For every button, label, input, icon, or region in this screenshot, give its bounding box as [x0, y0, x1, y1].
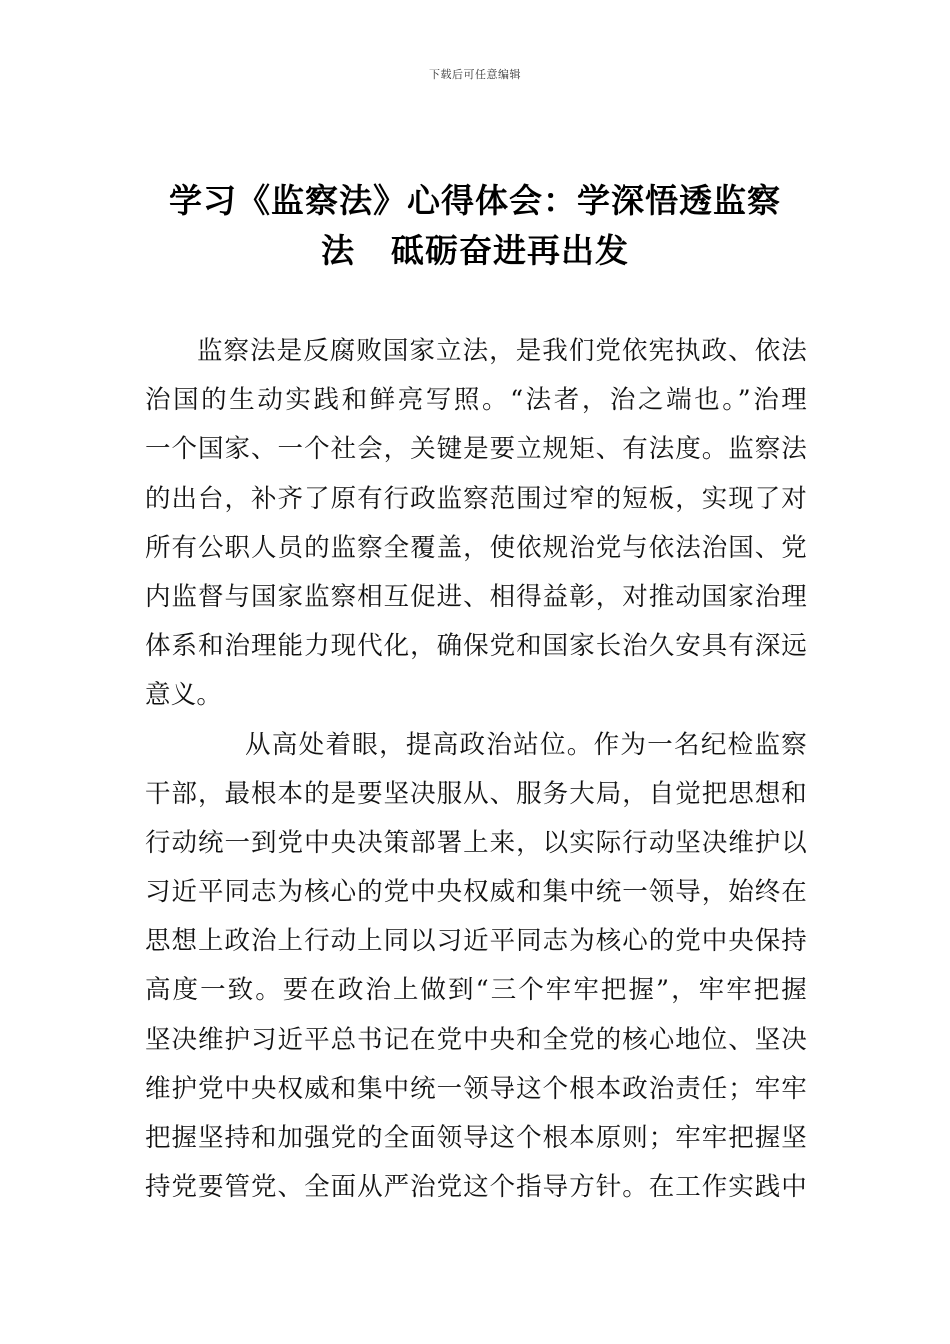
paragraph-line: 干部，最根本的是要坚决服从、服务大局，自觉把思想和	[145, 778, 807, 809]
paragraph-line: 把握坚持和加强党的全面领导这个根本原则；牢牢把握坚	[145, 1123, 807, 1153]
paragraph-line: 一个国家、一个社会，关键是要立规矩、有法度。监察法	[145, 434, 807, 465]
paragraph-line: 监察法是反腐败国家立法，是我们党依宪执政、依法	[197, 336, 807, 366]
document-title	[120, 176, 830, 276]
paragraph-line: 所有公职人员的监察全覆盖，使依规治党与依法治国、党	[145, 532, 807, 563]
title-line-2-part-b: 砥砺奋进再出发	[391, 231, 629, 270]
paragraph-line: 内监督与国家监察相互促进、相得益彰，对推动国家治理	[145, 581, 807, 612]
header-note: 下载后可任意编辑	[429, 68, 521, 81]
title-line-1: 学习《监察法》心得体会：学深悟透监察	[169, 181, 781, 220]
document-body	[145, 327, 807, 1212]
paragraph-line: 思想上政治上行动上同以习近平同志为核心的党中央保持	[145, 926, 807, 957]
title-line-2	[120, 226, 830, 276]
paragraph-2	[145, 721, 807, 1213]
paragraph-1	[145, 327, 807, 721]
paragraph-line: 习近平同志为核心的党中央权威和集中统一领导，始终在	[145, 877, 807, 908]
paragraph-line: 治国的生动实践和鲜亮写照。“法者，治之端也。”治理	[145, 385, 807, 416]
paragraph-line: 维护党中央权威和集中统一领导这个根本政治责任；牢牢	[145, 1073, 807, 1104]
paragraph-line: 高度一致。要在政治上做到“三个牢牢把握”，牢牢把握	[145, 975, 807, 1006]
paragraph-line: 从高处着眼，提高政治站位。作为一名纪检监察	[245, 729, 807, 760]
paragraph-line: 行动统一到党中央决策部署上来，以实际行动坚决维护以	[145, 827, 807, 858]
paragraph-line: 意义。	[145, 680, 223, 711]
paragraph-line: 的出台，补齐了原有行政监察范围过窄的短板，实现了对	[145, 483, 807, 514]
paragraph-line: 持党要管党、全面从严治党这个指导方针。在工作实践中	[145, 1172, 807, 1203]
paragraph-line: 坚决维护习近平总书记在党中央和全党的核心地位、坚决	[145, 1024, 807, 1055]
paragraph-line: 体系和治理能力现代化，确保党和国家长治久安具有深远	[145, 631, 807, 662]
title-line-2-part-a: 法	[321, 231, 355, 270]
